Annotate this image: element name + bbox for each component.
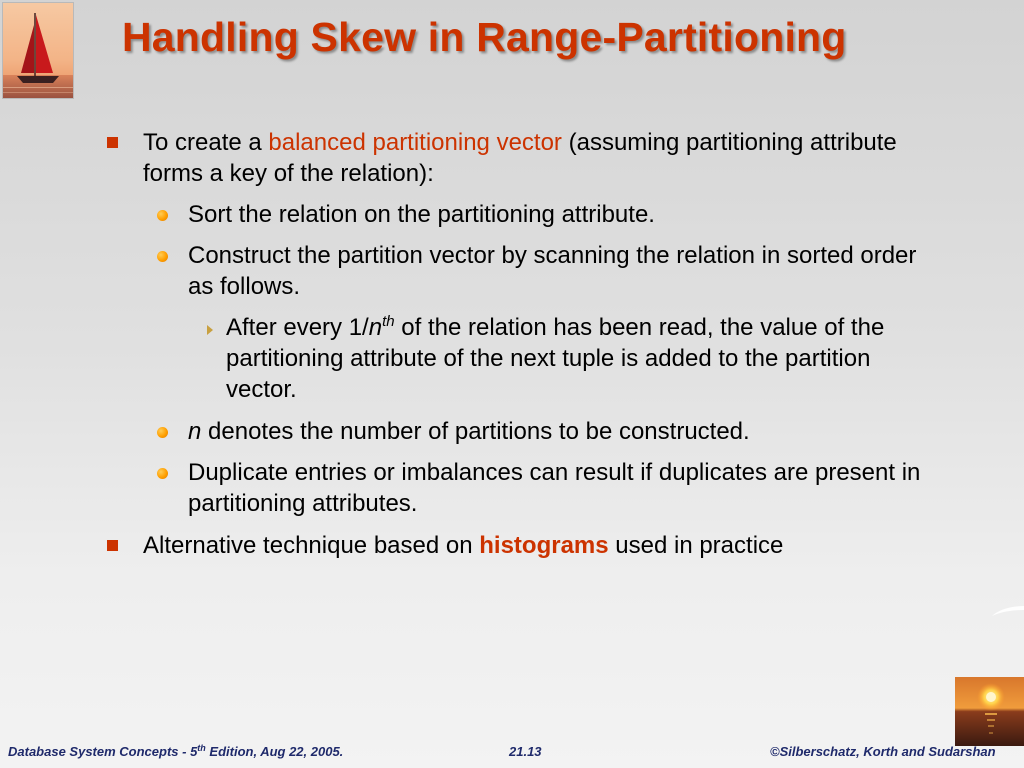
sunset-logo-icon	[955, 677, 1024, 746]
subbullet-construct-line1: Construct the partition vector by scanning the relation in sorted order	[188, 242, 917, 269]
dot-bullet-icon	[157, 251, 168, 262]
superscript-th: th	[382, 313, 395, 330]
superscript-th: th	[197, 743, 206, 753]
dot-bullet-icon	[157, 210, 168, 221]
subsub-after-every-line3: vector.	[226, 376, 297, 403]
bullet-balanced-vector-line1	[143, 127, 897, 158]
footer-copyright: ©Silberschatz, Korth and Sudarshan	[770, 744, 996, 759]
subbullet-n-denotes	[188, 416, 750, 447]
highlight-balanced-partitioning-vector: balanced partitioning vector	[268, 129, 562, 156]
square-bullet-icon	[107, 137, 118, 148]
text-segment: To create a	[143, 129, 269, 156]
text-segment: Edition, Aug 22, 2005.	[205, 744, 344, 759]
text-segment: denotes the number of partitions to be constructed.	[201, 418, 750, 445]
italic-n: n	[368, 314, 383, 341]
text-segment: used in practice	[608, 532, 784, 559]
bullet-balanced-vector-line2: forms a key of the relation):	[143, 160, 434, 187]
subbullet-duplicates-line2: partitioning attributes.	[188, 490, 418, 517]
dot-bullet-icon	[157, 468, 168, 479]
text-segment: of the relation has been read, the value of the	[394, 314, 885, 341]
text-segment: (assuming partitioning attribute	[561, 129, 897, 156]
footer-left	[8, 744, 343, 759]
subbullet-sort: Sort the relation on the partitioning attribute.	[188, 201, 655, 228]
highlight-histograms: histograms	[479, 532, 609, 559]
triangle-bullet-icon	[207, 325, 213, 335]
text-segment: Database System Concepts - 5	[8, 744, 198, 759]
subbullet-construct-line2: as follows.	[188, 273, 301, 300]
sailboat-logo-icon	[2, 2, 74, 99]
bullet-histograms	[143, 530, 783, 561]
text-segment: After every 1/	[226, 314, 369, 341]
footer-slide-number: 21.13	[509, 744, 542, 759]
text-segment: Alternative technique based on	[143, 532, 480, 559]
subsub-after-every-line1	[226, 312, 884, 343]
subbullet-duplicates-line1: Duplicate entries or imbalances can result if duplicates are present in	[188, 459, 921, 486]
square-bullet-icon	[107, 540, 118, 551]
slide-title: Handling Skew in Range-Partitioning	[122, 14, 847, 60]
italic-n: n	[188, 418, 202, 445]
subsub-after-every-line2: partitioning attribute of the next tuple is added to the partition	[226, 345, 871, 372]
dot-bullet-icon	[157, 427, 168, 438]
swoosh-decoration-icon	[990, 600, 1024, 640]
